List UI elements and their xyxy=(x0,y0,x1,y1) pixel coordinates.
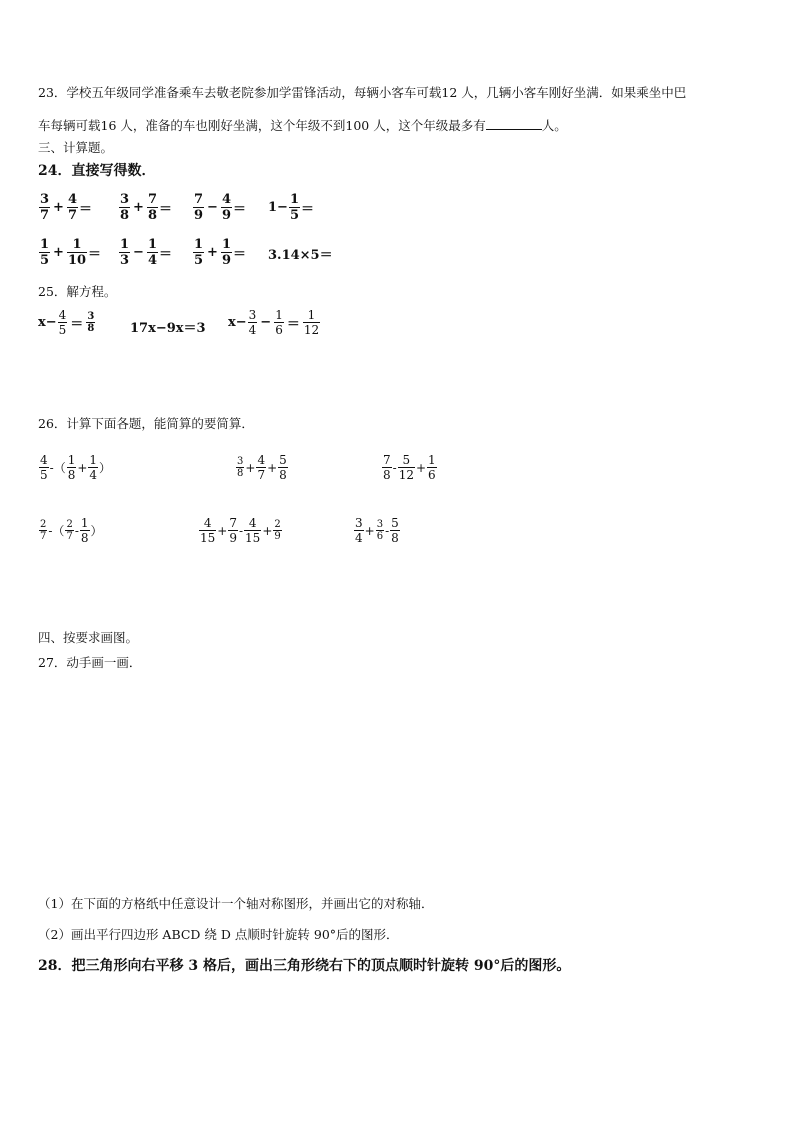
numerator: 4 xyxy=(67,192,77,207)
numerator: 1 xyxy=(80,516,89,530)
denominator: 4 xyxy=(248,323,257,337)
q27-sub1: （1）在下面的方格纸中任意设计一个轴对称图形，并画出它的对称轴． xyxy=(38,896,434,911)
q24-item-6 xyxy=(118,237,172,268)
q24-item-3 xyxy=(192,192,246,223)
math-symbol: ＝ xyxy=(70,317,84,332)
section-4-heading: 四、按要求画图。 xyxy=(38,630,139,645)
q27-sub2: （2）画出平行四边形 ABCD 绕 D 点顺时针旋转 90°后的图形． xyxy=(38,927,399,942)
fraction xyxy=(39,453,49,482)
fraction xyxy=(228,516,238,545)
denominator: 6 xyxy=(376,531,384,542)
q25-equation-2 xyxy=(130,317,206,336)
math-symbol: ＝ xyxy=(88,247,102,262)
denominator: 8 xyxy=(147,208,157,223)
numerator: 4 xyxy=(203,516,212,530)
denominator: 8 xyxy=(120,208,130,223)
numerator: 1 xyxy=(40,237,50,252)
numerator: 1 xyxy=(72,237,82,252)
fraction xyxy=(289,192,300,223)
denominator: 7 xyxy=(66,531,73,542)
q26-expression-3 xyxy=(381,453,438,482)
numerator: 1 xyxy=(67,453,76,467)
numerator: 4 xyxy=(221,192,231,207)
denominator: 7 xyxy=(40,531,47,542)
numerator: 4 xyxy=(248,516,257,530)
q24-item-4 xyxy=(268,192,314,223)
numerator: 4 xyxy=(257,453,266,467)
denominator: 8 xyxy=(67,468,76,482)
fraction xyxy=(274,308,284,337)
numerator: 1 xyxy=(147,237,157,252)
fraction xyxy=(147,237,158,268)
math-symbol: + xyxy=(415,460,427,475)
denominator: 8 xyxy=(391,531,399,545)
math-symbol: + xyxy=(133,200,144,215)
math-symbol: 3.14×5＝ xyxy=(268,248,333,263)
math-symbol: + xyxy=(53,200,64,215)
numerator: 7 xyxy=(383,453,391,467)
denominator: 8 xyxy=(80,531,89,545)
denominator: 4 xyxy=(355,531,363,545)
numerator: 1 xyxy=(275,308,283,322)
math-symbol: ＝ xyxy=(233,202,247,217)
q26-expression-1 xyxy=(38,453,111,482)
numerator: 7 xyxy=(194,192,204,207)
math-symbol: - xyxy=(74,523,79,538)
numerator: 2 xyxy=(274,519,281,530)
fraction xyxy=(39,192,50,223)
numerator: 1 xyxy=(307,308,316,322)
denominator: 15 xyxy=(200,531,216,545)
numerator: 3 xyxy=(87,311,95,322)
q24-item-8 xyxy=(268,244,333,263)
numerator: 1 xyxy=(221,237,231,252)
numerator: 4 xyxy=(58,308,67,322)
fraction xyxy=(88,453,98,482)
denominator: 15 xyxy=(245,531,261,545)
fraction xyxy=(67,453,77,482)
fraction xyxy=(236,456,244,479)
denominator: 7 xyxy=(67,208,77,223)
math-symbol: x− xyxy=(38,315,57,330)
math-symbol: x− xyxy=(228,315,247,330)
math-symbol: − xyxy=(260,315,272,330)
q26-title: 26．计算下面各题，能简算的要简算． xyxy=(38,416,254,431)
denominator: 5 xyxy=(40,468,48,482)
numerator: 1 xyxy=(428,453,436,467)
numerator: 7 xyxy=(147,192,157,207)
q26-expression-5 xyxy=(198,516,283,545)
denominator: 9 xyxy=(274,531,281,542)
fraction xyxy=(39,237,50,268)
denominator: 8 xyxy=(87,323,95,334)
denominator: 6 xyxy=(428,468,436,482)
q24-item-7 xyxy=(192,237,246,268)
denominator: 7 xyxy=(40,208,50,223)
numerator: 3 xyxy=(248,308,257,322)
fraction xyxy=(427,453,437,482)
numerator: 5 xyxy=(279,453,287,467)
fraction xyxy=(65,519,73,542)
fraction xyxy=(303,308,320,337)
math-symbol: ） xyxy=(90,524,103,538)
denominator: 9 xyxy=(229,531,237,545)
q25-equation-3 xyxy=(228,308,321,337)
fraction xyxy=(376,519,384,542)
denominator: 9 xyxy=(221,208,231,223)
numerator: 3 xyxy=(40,192,50,207)
numerator: 7 xyxy=(229,516,237,530)
fraction xyxy=(39,519,47,542)
denominator: 8 xyxy=(237,468,244,479)
numerator: 1 xyxy=(120,237,130,252)
fraction xyxy=(278,453,288,482)
q23-unit: 人。 xyxy=(541,118,567,133)
fraction xyxy=(193,237,204,268)
denominator: 5 xyxy=(194,253,204,268)
fraction xyxy=(58,308,68,337)
math-symbol: 1− xyxy=(268,200,288,215)
math-symbol: ＝ xyxy=(233,247,247,262)
fraction xyxy=(398,453,415,482)
denominator: 8 xyxy=(383,468,391,482)
denominator: 4 xyxy=(147,253,157,268)
denominator: 8 xyxy=(279,468,287,482)
q25-equation-1 xyxy=(38,308,96,337)
fraction xyxy=(119,237,130,268)
denominator: 12 xyxy=(303,323,320,337)
numerator: 5 xyxy=(402,453,411,467)
numerator: 5 xyxy=(391,516,399,530)
math-symbol: ＝ xyxy=(79,202,93,217)
numerator: 1 xyxy=(289,192,299,207)
fraction xyxy=(221,192,232,223)
numerator: 2 xyxy=(66,519,73,530)
denominator: 10 xyxy=(67,253,87,268)
fraction xyxy=(67,192,78,223)
fraction xyxy=(248,308,258,337)
q23-line2 xyxy=(38,117,567,134)
math-symbol: + xyxy=(364,523,375,538)
numerator: 3 xyxy=(237,456,244,467)
fraction xyxy=(221,237,232,268)
math-symbol: + xyxy=(53,245,64,260)
q23-text: 车每辆可载16 人，准备的车也刚好坐满，这个年级不到100 人，这个年级最多有 xyxy=(38,118,486,133)
fraction xyxy=(193,192,204,223)
math-symbol: - xyxy=(392,460,397,475)
fraction xyxy=(382,453,392,482)
denominator: 5 xyxy=(40,253,50,268)
math-symbol: ＝ xyxy=(286,317,300,332)
math-symbol: ＝ xyxy=(159,247,173,262)
fraction xyxy=(86,311,95,334)
q24-item-2 xyxy=(118,192,172,223)
math-symbol: -（ xyxy=(48,524,65,538)
math-symbol: ＝ xyxy=(159,202,173,217)
denominator: 5 xyxy=(289,208,299,223)
fraction xyxy=(390,516,400,545)
numerator: 3 xyxy=(355,516,363,530)
fraction xyxy=(147,192,158,223)
q26-expression-6 xyxy=(353,516,401,545)
fraction xyxy=(273,519,281,542)
math-symbol: 17x−9x＝3 xyxy=(130,321,206,336)
math-symbol: − xyxy=(207,200,218,215)
denominator: 3 xyxy=(120,253,130,268)
numerator: 1 xyxy=(194,237,204,252)
math-symbol: + xyxy=(207,245,218,260)
denominator: 6 xyxy=(275,323,283,337)
q24-item-5 xyxy=(38,237,101,268)
section-3-heading: 三、计算题。 xyxy=(38,140,114,155)
fraction xyxy=(119,192,130,223)
q26-expression-4 xyxy=(38,516,103,545)
denominator: 9 xyxy=(221,253,231,268)
numerator: 1 xyxy=(89,453,98,467)
denominator: 4 xyxy=(89,468,98,482)
numerator: 3 xyxy=(120,192,130,207)
answer-blank[interactable] xyxy=(486,117,542,130)
math-symbol: -（ xyxy=(49,461,66,475)
q28-text: 28．把三角形向右平移 3 格后，画出三角形绕右下的顶点顺时针旋转 90°后的图形。 xyxy=(38,958,571,974)
denominator: 12 xyxy=(398,468,414,482)
math-symbol: ） xyxy=(99,461,112,475)
q24-title: 24．直接写得数． xyxy=(38,163,156,179)
math-symbol: ＝ xyxy=(301,202,315,217)
math-symbol: + xyxy=(217,523,228,538)
numerator: 4 xyxy=(40,453,48,467)
denominator: 5 xyxy=(58,323,67,337)
q27-title: 27．动手画一画． xyxy=(38,655,142,670)
denominator: 9 xyxy=(194,208,204,223)
q24-item-1 xyxy=(38,192,92,223)
numerator: 2 xyxy=(40,519,47,530)
denominator: 7 xyxy=(257,468,266,482)
math-symbol: - xyxy=(238,523,244,538)
fraction xyxy=(244,516,261,545)
math-symbol: − xyxy=(133,245,144,260)
math-symbol: + xyxy=(267,460,278,475)
fraction xyxy=(67,237,87,268)
fraction xyxy=(199,516,216,545)
fraction xyxy=(80,516,90,545)
q23-line1: 23．学校五年级同学准备乘车去敬老院参加学雷锋活动，每辆小客车可载12 人，几辆小客车刚好坐满．如果乘坐中巴 xyxy=(38,85,687,100)
math-symbol: + xyxy=(262,523,273,538)
numerator: 3 xyxy=(376,519,384,530)
q25-title: 25．解方程。 xyxy=(38,284,117,299)
q26-expression-2 xyxy=(235,453,289,482)
math-symbol: + xyxy=(245,460,256,475)
fraction xyxy=(354,516,364,545)
fraction xyxy=(256,453,266,482)
math-symbol: - xyxy=(385,523,390,538)
math-symbol: + xyxy=(77,460,88,475)
